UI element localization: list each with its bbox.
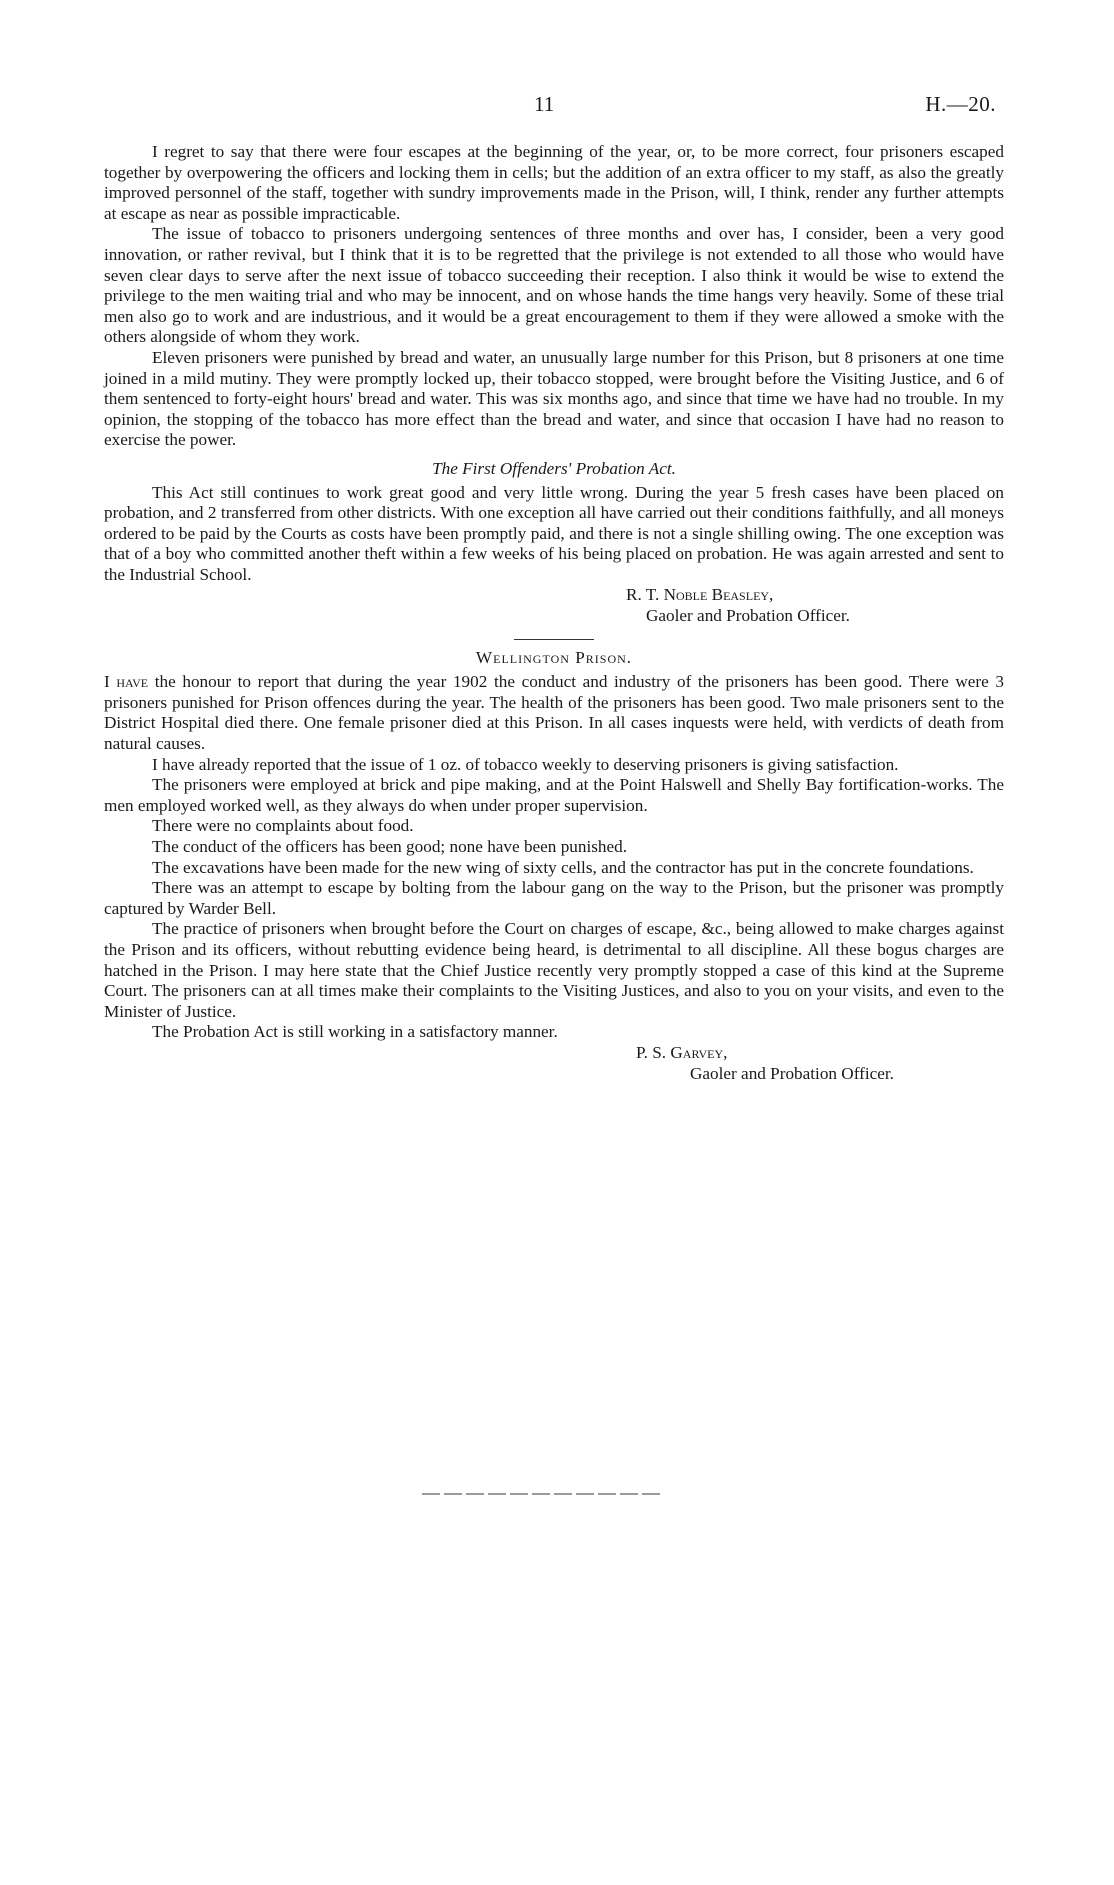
paragraph-excavations: The excavations have been made for the new wing of sixty cells, and the contractor has put in the concrete foundations.	[152, 857, 974, 877]
signature-name: P. S. Garvey,	[636, 1042, 728, 1062]
footer-rule	[422, 1493, 660, 1495]
signature-title: Gaoler and Probation Officer.	[690, 1063, 894, 1083]
paragraph-escape-attempt: There was an attempt to escape by bolting from the labour gang on the way to the Prison, but the prisoner was promptly captured by Warder Bell.	[104, 878, 1004, 918]
paragraph-food: There were no complaints about food.	[152, 816, 414, 836]
opening-rest: the honour to report that during the year 1902 the conduct and industry of the prisoners has been good. There were 3 prisoners punished for Prison offences during the year. The health of the prisoners has been good. Two male prisoners sent to the District Hospital died there. One female prisoner died at this Prison. In all cases inquests were held, with verdicts of death from natural causes.	[104, 672, 1004, 754]
paragraph-officers: The conduct of the officers has been good; none have been punished.	[152, 837, 628, 856]
section-divider	[514, 639, 594, 640]
paragraph-court-charges: The practice of prisoners when brought before the Court on charges of escape, &c., being allowed to make charges against the Prison and its officers, without rebutting evidence being heard, is detrimental to all discipline. All these bogus charges are hatched in the Prison. I may here state that the Chief Justice recently very promptly stopped a case of this kind at the Supreme Court. The prisoners can at all times make their complaints to the Visiting Justices, and also to you on your visits, and even to the Minister of Justice.	[104, 919, 1004, 1021]
signature-name: R. T. Noble Beasley,	[626, 585, 774, 605]
paragraph-probation-working: The Probation Act is still working in a satisfactory manner.	[152, 1022, 558, 1042]
document-reference: H.—20.	[925, 92, 996, 116]
opening-lead: I have	[104, 672, 149, 692]
wellington-prison-heading: Wellington Prison.	[475, 647, 633, 667]
signature-title: Gaoler and Probation Officer.	[646, 606, 850, 626]
probation-act-heading: The First Offenders' Probation Act.	[432, 458, 676, 478]
signature-beasley	[624, 585, 1004, 626]
paragraph-tobacco-issue: I have already reported that the issue of 1 oz. of tobacco weekly to deserving prisoners is giving satisfaction.	[152, 754, 899, 774]
paragraph-escapes: I regret to say that there were four escapes at the beginning of the year, or, to be more correct, four prisoners escaped together by overpowering the officers and locking them in cells; but the addition of an extra officer to my staff, as also the greatly improved personnel of the staff, together with sundry improvements made in the Prison, will, I think, render any further attempts at escape as near as possible impracticable.	[104, 142, 1004, 223]
document-body	[104, 142, 1004, 1084]
paragraph-wellington-opening	[104, 672, 1004, 754]
paragraph-punishment: Eleven prisoners were punished by bread and water, an unusually large number for this Prison, but 8 prisoners at one time joined in a mild mutiny. They were promptly locked up, their tobacco stopped, were brought before the Visiting Justice, and 6 of them sentenced to forty-eight hours' bread and water. This was six months ago, and since that time we have had no trouble. In my opinion, the stopping of the tobacco has more effect than the bread and water, and since that occasion I have had no reason to exercise the power.	[104, 347, 1004, 450]
page-header	[0, 92, 1114, 122]
paragraph-probation: This Act still continues to work great good and very little wrong. During the year 5 fresh cases have been placed on probation, and 2 transferred from other districts. With one exception all have carried out their conditions faithfully, and all moneys ordered to be paid by the Courts as costs have been promptly paid, and there is not a single shilling owing. The one exception was that of a boy who committed another theft within a few weeks of his being placed on probation. He was again arrested and sent to the Industrial School.	[104, 482, 1004, 584]
page-number: 11	[534, 92, 555, 116]
signature-garvey	[636, 1043, 1004, 1084]
paragraph-employment: The prisoners were employed at brick and pipe making, and at the Point Halswell and Shelly Bay fortification-works. The men employed worked well, as they always do when under proper supervision.	[104, 775, 1004, 815]
paragraph-tobacco: The issue of tobacco to prisoners undergoing sentences of three months and over has, I consider, been a very good innovation, or rather revival, but I think that it is to be regretted that the privilege is not extended to all those who would have seven clear days to serve after the next issue of tobacco succeeding their reception. I also think it would be wise to extend the privilege to the men waiting trial and who may be innocent, and on whose hands the time hangs very heavily. Some of these trial men also go to work and are industrious, and it would be a great encouragement to them if they were allowed a smoke with the others alongside of whom they work.	[104, 224, 1004, 347]
